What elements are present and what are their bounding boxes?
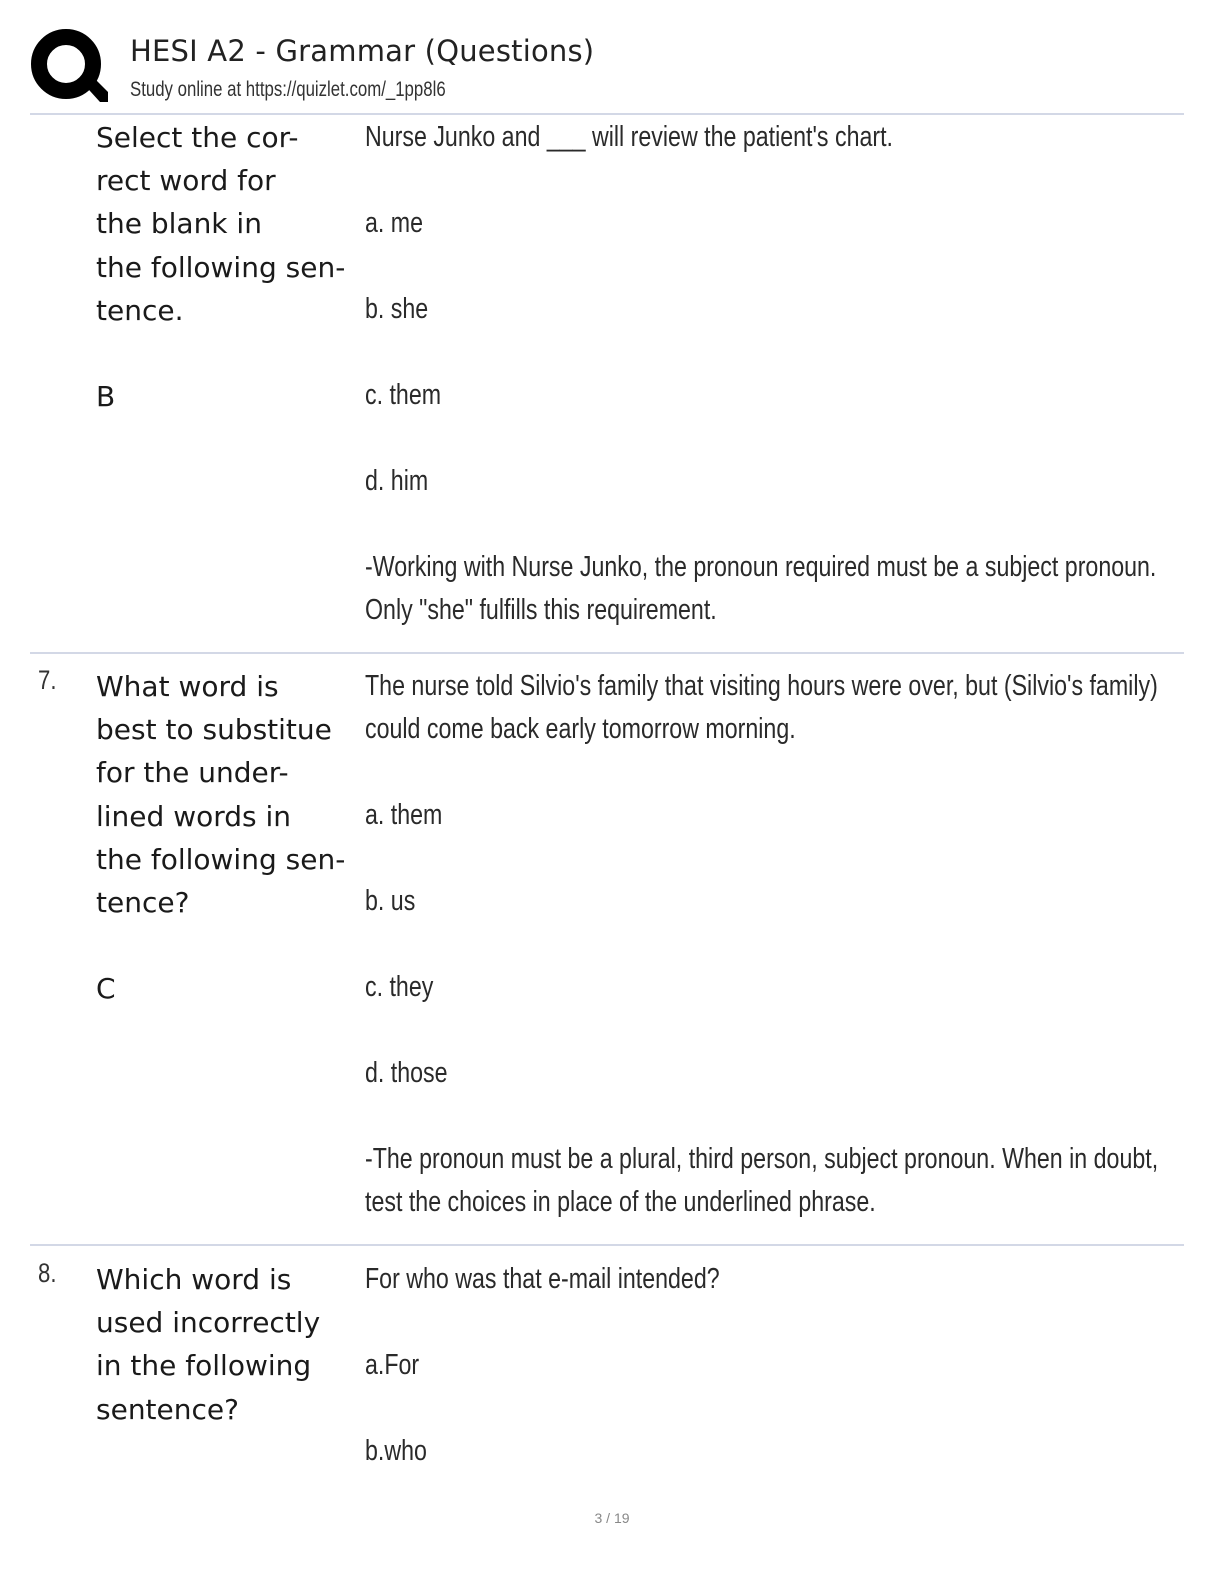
card-answer-letter: B — [96, 380, 116, 414]
card-term — [96, 116, 364, 418]
card-term — [96, 1258, 364, 1431]
term-line: best to substitue — [96, 713, 332, 747]
term-line: tence. — [96, 293, 184, 327]
option-b: b. us — [365, 885, 416, 917]
card-term — [96, 665, 364, 1011]
header-divider — [30, 113, 1184, 115]
quizlet-q-logo-icon — [30, 28, 110, 108]
card-divider — [30, 1244, 1184, 1246]
card-number: 7. — [38, 665, 57, 695]
card-definition — [365, 1258, 1165, 1473]
term-line: Which word is — [96, 1263, 292, 1296]
term-line: the following sen- — [96, 250, 346, 284]
option-d: d. those — [365, 1057, 448, 1089]
term-line: the blank in — [96, 207, 262, 241]
page-number: 3 / 19 — [594, 1510, 630, 1526]
term-line: What word is — [96, 670, 279, 703]
document-header — [30, 28, 1184, 114]
question-sentence: The nurse told Silvio's family that visiting hours were over, but (Silvio's family) could come back early tomorrow morning. — [365, 670, 1158, 745]
term-line: rect word for — [96, 164, 276, 198]
option-b: b.who — [365, 1435, 427, 1467]
option-a: a. them — [365, 799, 443, 831]
option-a: a.For — [365, 1349, 420, 1381]
card-number: 8. — [38, 1258, 57, 1288]
term-line: used incorrectly — [96, 1306, 321, 1340]
question-sentence: Nurse Junko and ___ will review the patient's chart. — [365, 121, 893, 153]
option-b: b. she — [365, 293, 429, 325]
card-definition — [365, 116, 1165, 632]
explanation: -The pronoun must be a plural, third person, subject pronoun. When in doubt, test the choices in place of the underlined phrase. — [365, 1143, 1159, 1218]
card-answer-letter: C — [96, 972, 116, 1006]
option-c: c. them — [365, 379, 442, 411]
document-title: HESI A2 - Grammar (Questions) — [130, 34, 595, 68]
term-line: lined words in — [96, 799, 292, 833]
term-line: for the under- — [96, 756, 289, 790]
term-line: sentence? — [96, 1392, 239, 1426]
card-divider — [30, 652, 1184, 654]
term-line: tence? — [96, 886, 190, 920]
option-a: a. me — [365, 207, 424, 239]
term-line: Select the cor- — [96, 121, 299, 154]
card-definition — [365, 665, 1165, 1224]
option-c: c. they — [365, 971, 434, 1003]
study-online-link[interactable]: Study online at https://quizlet.com/_1pp8l6 — [130, 78, 446, 101]
explanation: -Working with Nurse Junko, the pronoun required must be a subject pronoun. Only "she" fulfills this requirement. — [365, 551, 1157, 626]
term-line: the following sen- — [96, 842, 346, 876]
question-sentence: For who was that e-mail intended? — [365, 1263, 720, 1295]
option-d: d. him — [365, 465, 429, 497]
term-line: in the following — [96, 1349, 312, 1383]
